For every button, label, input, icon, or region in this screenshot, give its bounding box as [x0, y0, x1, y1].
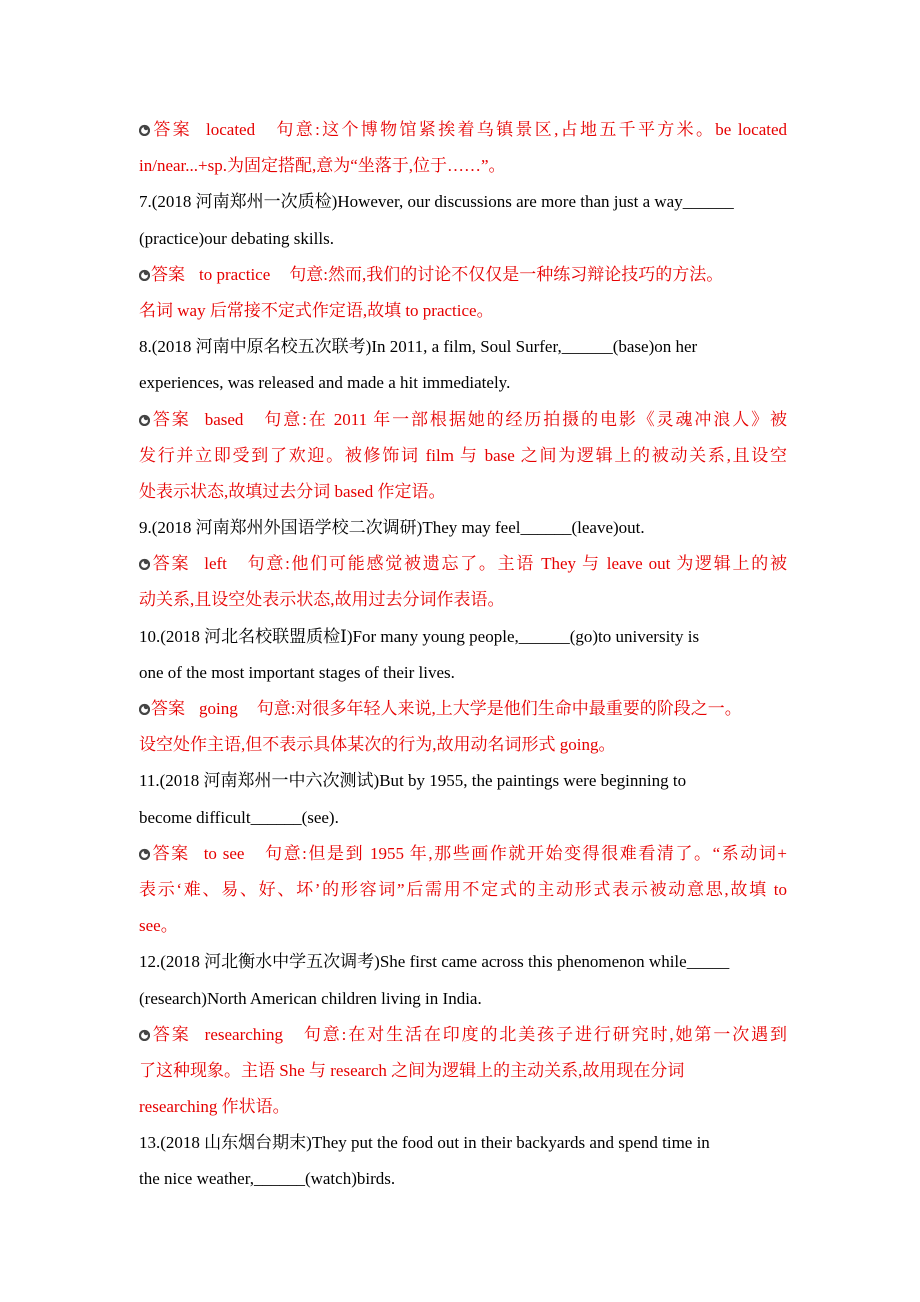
question-line: one of the most important stages of their lives.: [139, 662, 455, 682]
document-page: [139, 112, 787, 1198]
question-line: 13.(2018 山东烟台期末)They put the food out in their backyards and spend time in: [139, 1133, 710, 1153]
answer-line: [139, 836, 787, 872]
answer-word: located: [206, 120, 256, 139]
answer-explanation-line: researching 作状语。: [139, 1097, 290, 1117]
answer-label: 答案: [151, 1024, 191, 1044]
answer-word: going: [199, 699, 238, 718]
answer-explanation-line: 动关系,且设空处表示状态,故用过去分词作表语。: [139, 590, 505, 610]
answer-explanation: 句意:对很多年轻人来说,上大学是他们生命中最重要的阶段之一。: [256, 699, 742, 718]
answer-label: 答案: [151, 409, 191, 429]
answer-explanation-line: in/near...+sp.为固定搭配,意为“坐落于,位于……”。: [139, 156, 506, 176]
answer-label: 答案: [151, 120, 192, 139]
answer-marker-icon: [139, 692, 150, 704]
answer-explanation-line: 表示‘难、易、好、坏’的形容词”后需用不定式的主动形式表示被动意思,故填 to: [139, 879, 787, 899]
question-line: 8.(2018 河南中原名校五次联考)In 2011, a film, Soul Surfer,______(base)on her: [139, 337, 698, 357]
answer-explanation: 句意:这个博物馆紧挨着乌镇景区,占地五千平方米。be located: [274, 120, 788, 139]
answer-explanation-line: 处表示状态,故填过去分词 based 作定语。: [139, 481, 446, 501]
answer-explanation: 句意:然而,我们的讨论不仅仅是一种练习辩论技巧的方法。: [289, 264, 724, 284]
question-line: 7.(2018 河南郑州一次质检)However, our discussions are more than just a way______: [139, 192, 734, 212]
answer-label: 答案: [151, 843, 190, 863]
question-line: the nice weather,______(watch)birds.: [139, 1169, 396, 1189]
answer-line: [139, 1017, 787, 1053]
question-line: 12.(2018 河北衡水中学五次调考)She first came across this phenomenon while_____: [139, 952, 730, 972]
answer-word: to practice: [199, 264, 271, 284]
answer-explanation-line: 设空处作主语,但不表示具体某次的行为,故用动名词形式 going。: [139, 735, 616, 755]
answer-label: 答案: [151, 554, 191, 574]
answer-line: [139, 691, 787, 727]
answer-line: [139, 112, 787, 148]
answer-explanation: 句意:在 2011 年一部根据她的经历拍摄的电影《灵魂冲浪人》被: [262, 409, 788, 429]
answer-explanation-line: see。: [139, 916, 178, 936]
answer-word: left: [204, 554, 227, 574]
answer-label: 答案: [151, 699, 185, 718]
answer-word: researching: [204, 1024, 284, 1044]
answer-marker-icon: [139, 258, 150, 270]
answer-explanation-line: 名词 way 后常接不定式作定语,故填 to practice。: [139, 300, 494, 320]
question-line: 11.(2018 河南郑州一中六次测试)But by 1955, the paintings were beginning to: [139, 771, 687, 791]
question-line: 10.(2018 河北名校联盟质检Ⅰ)For many young people,______(go)to university is: [139, 626, 700, 646]
answer-word: to see: [203, 843, 245, 863]
answer-label: 答案: [151, 264, 185, 284]
answer-explanation-line: 了这种现象。主语 She 与 research 之间为逻辑上的主动关系,故用现在分词: [139, 1060, 685, 1080]
question-line: (research)North American children living in India.: [139, 988, 482, 1008]
answer-explanation: 句意:他们可能感觉被遗忘了。主语 They 与 leave out 为逻辑上的被: [245, 554, 788, 574]
answer-line: [139, 546, 787, 582]
answer-marker-icon: [139, 837, 150, 849]
answer-marker-icon: [139, 547, 150, 559]
answer-line: [139, 257, 787, 293]
question-line: experiences, was released and made a hit immediately.: [139, 373, 511, 393]
question-line: 9.(2018 河南郑州外国语学校二次调研)They may feel______(leave)out.: [139, 518, 645, 538]
answer-marker-icon: [139, 113, 150, 125]
answer-explanation: 句意:但是到 1955 年,那些画作就开始变得很难看清了。“系动词+: [263, 843, 788, 863]
answer-explanation: 句意:在对生活在印度的北美孩子进行研究时,她第一次遇到: [302, 1024, 787, 1044]
question-line: become difficult______(see).: [139, 807, 339, 827]
answer-marker-icon: [139, 1018, 150, 1030]
answer-word: based: [204, 409, 244, 429]
answer-explanation-line: 发行并立即受到了欢迎。被修饰词 film 与 base 之间为逻辑上的被动关系,且设空: [139, 445, 787, 465]
answer-line: [139, 402, 787, 438]
answer-marker-icon: [139, 403, 150, 415]
question-line: (practice)our debating skills.: [139, 228, 334, 248]
